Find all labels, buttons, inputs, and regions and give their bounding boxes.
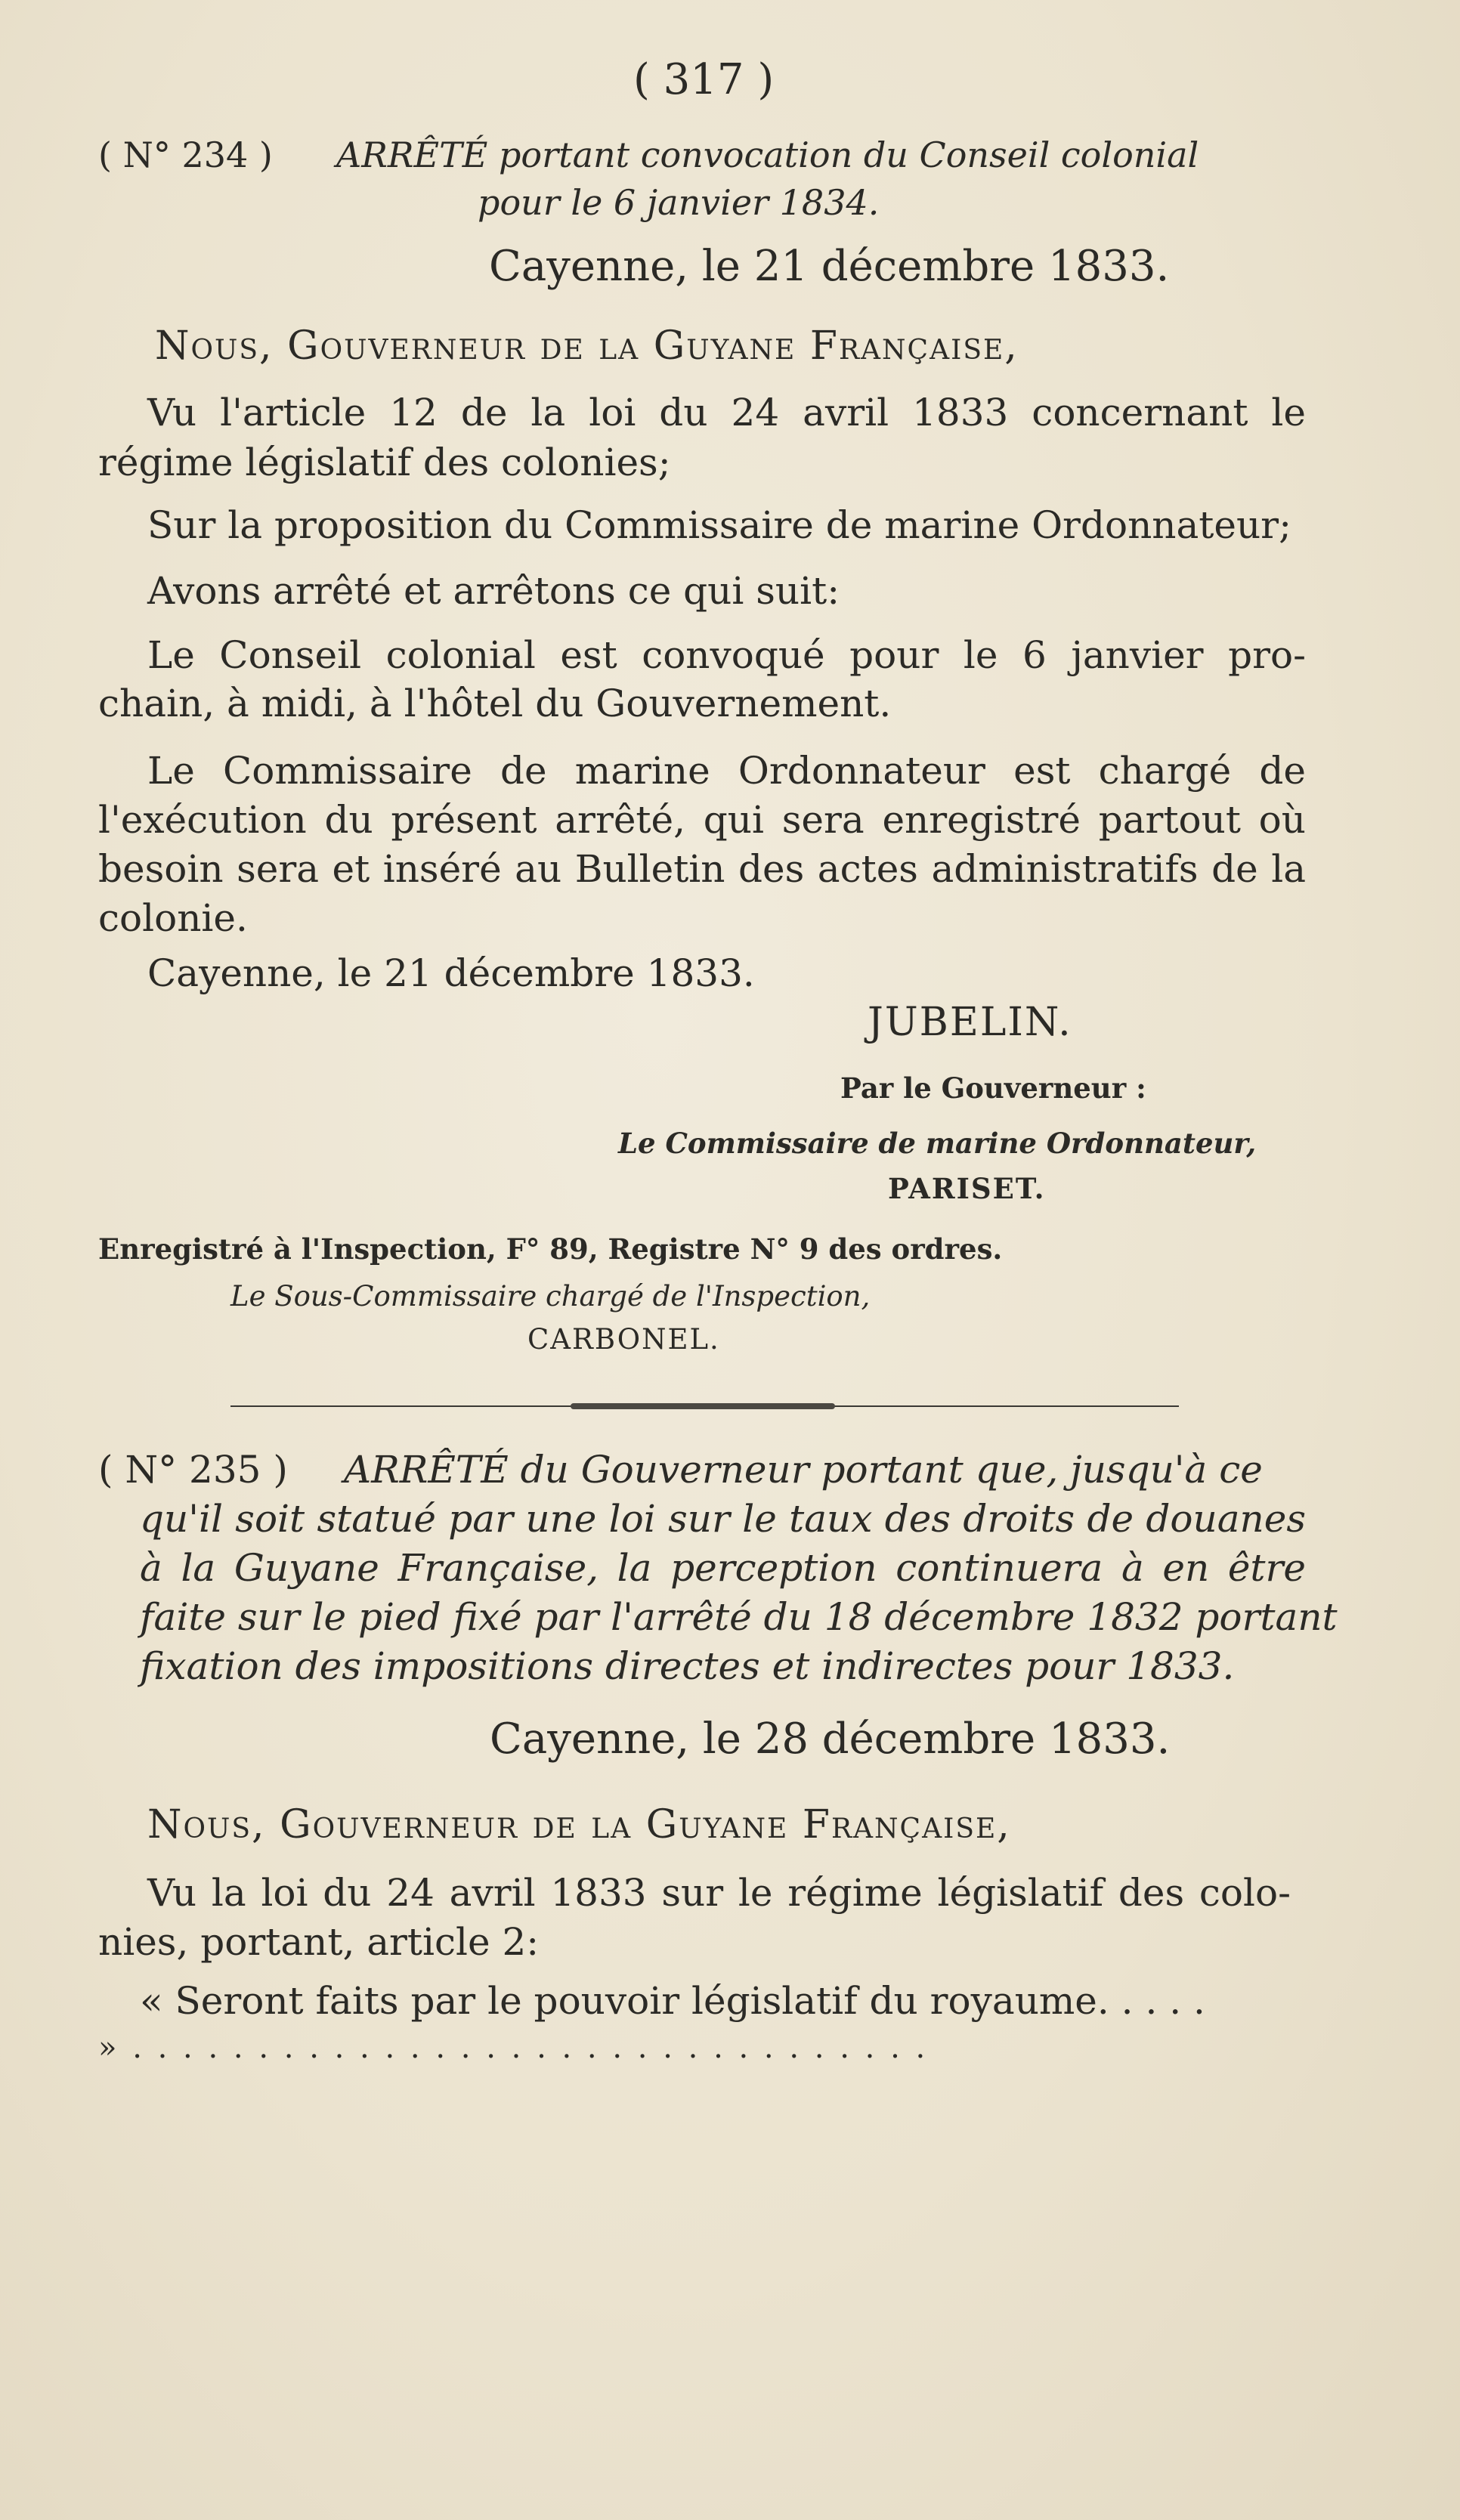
decree-234-avons: Avons arrêté et arrêtons ce qui suit: [147, 569, 840, 613]
decree-234-title-line-2: pour le 6 janvier 1834. [478, 182, 880, 223]
decree-235-title-line-4: faite sur le pied fixé par l'arrêté du 18 décembre 1832 portant [140, 1595, 1338, 1639]
section-separator [230, 1403, 1179, 1411]
decree-234-art2-line-2: l'exécution du présent arrêté, qui sera enregistré partout où [98, 798, 1306, 842]
decree-234-closing-date: Cayenne, le 21 décembre 1833. [147, 951, 755, 995]
decree-234-vu-line-1: Vu l'article 12 de la loi du 24 avril 1833 concernant le [147, 391, 1306, 434]
decree-235-title-line-2: qu'il soit statué par une loi sur le taux des droits de douanes [140, 1497, 1306, 1541]
sous-commissaire-name: CARBONEL. [527, 1323, 720, 1356]
decree-235-place-date: Cayenne, le 28 décembre 1833. [490, 1715, 1171, 1764]
decree-235-vu-line-1: Vu la loi du 24 avril 1833 sur le régime législatif des colo- [147, 1871, 1291, 1915]
decree-234-signature: JUBELIN. [868, 1000, 1072, 1045]
decree-235-vu-line-2: nies, portant, article 2: [98, 1920, 540, 1964]
decree-235-preamble: Nous, Gouverneur de la Guyane Française, [147, 1802, 1011, 1847]
decree-234-art1-line-1: Le Conseil colonial est convoqué pour le 6 janvier pro- [147, 633, 1306, 677]
par-le-gouverneur: Par le Gouverneur : [840, 1071, 1146, 1105]
decree-234-art2-line-3: besoin sera et inséré au Bulletin des actes administratifs de la [98, 847, 1306, 891]
decree-234-art2-line-4: colonie. [98, 896, 248, 940]
decree-234-sur: Sur la proposition du Commissaire de marine Ordonnateur; [147, 503, 1291, 547]
decree-234-preamble: Nous, Gouverneur de la Guyane Française, [155, 323, 1019, 369]
decree-235-quote: « Seront faits par le pouvoir législatif du royaume. . . . . [140, 1979, 1205, 2023]
commissaire-name: PARISET. [888, 1172, 1046, 1205]
decree-234-number: ( N° 234 ) [98, 135, 273, 175]
decree-235-title-line-5: fixation des impositions directes et indirectes pour 1833. [140, 1644, 1235, 1688]
decree-234-art1-line-2: chain, à midi, à l'hôtel du Gouvernement. [98, 682, 892, 725]
decree-235-dots: » . . . . . . . . . . . . . . . . . . . . . . . . . . . . . . . . [98, 2030, 929, 2065]
sous-commissaire-title: Le Sous-Commissaire chargé de l'Inspection, [230, 1280, 871, 1313]
decree-234-title-line-1: ARRÊTÉ portant convocation du Conseil colonial [336, 135, 1199, 175]
decree-234-vu-line-2: régime législatif des colonies; [98, 441, 671, 484]
decree-234-art2-line-1: Le Commissaire de marine Ordonnateur est chargé de [147, 749, 1306, 793]
commissaire-title: Le Commissaire de marine Ordonnateur, [618, 1127, 1257, 1160]
page-number: ( 317 ) [633, 55, 775, 104]
decree-234-place-date: Cayenne, le 21 décembre 1833. [489, 242, 1170, 291]
decree-235-title-line-3: à la Guyane Française, la perception continuera à en être [140, 1546, 1306, 1590]
decree-235-title-line-1: ARRÊTÉ du Gouverneur portant que, jusqu'à ce [344, 1448, 1263, 1492]
enregistre-line: Enregistré à l'Inspection, F° 89, Registre N° 9 des ordres. [98, 1232, 1003, 1266]
decree-235-number: ( N° 235 ) [98, 1448, 288, 1492]
